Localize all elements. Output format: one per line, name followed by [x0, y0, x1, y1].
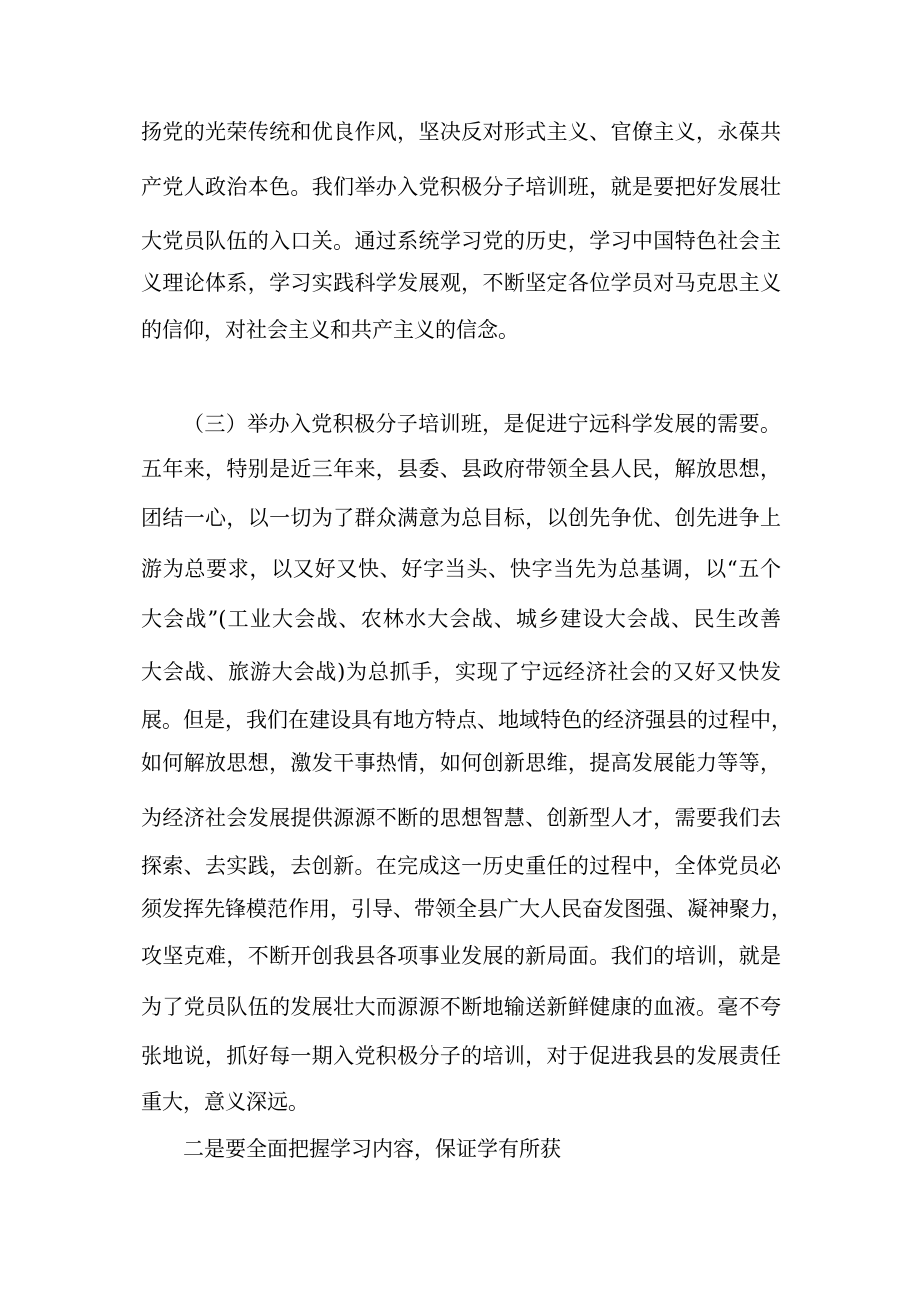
paragraph-line: 重大，意义深远。 [141, 1090, 309, 1114]
section-heading: 二是要全面把握学习内容，保证学有所获 [183, 1137, 561, 1161]
paragraph-line: 的信仰，对社会主义和共产主义的信念。 [141, 318, 519, 342]
paragraph-line: 攻坚克难，不断开创我县各项事业发展的新局面。我们的培训，就是 [141, 944, 781, 968]
paragraph-line: 产党人政治本色。我们举办入党积极分子培训班，就是要把好发展壮 [141, 175, 781, 199]
paragraph-line: 五年来，特别是近三年来，县委、县政府带领全县人民，解放思想， [141, 457, 781, 481]
paragraph-line: 大会战”(工业大会战、农林水大会战、城乡建设大会战、民生改善 [141, 607, 781, 631]
paragraph-line: 须发挥先锋模范作用，引导、带领全县广大人民奋发图强、凝神聚力， [141, 897, 792, 921]
paragraph-line: 探索、去实践，去创新。在完成这一历史重任的过程中，全体党员必 [141, 854, 781, 878]
paragraph-line: 义理论体系，学习实践科学发展观，不断坚定各位学员对马克思主义 [141, 271, 781, 295]
paragraph-line: 张地说，抓好每一期入党积极分子的培训，对于促进我县的发展责任 [141, 1044, 781, 1068]
paragraph-line: 展。但是，我们在建设具有地方特点、地域特色的经济强县的过程中， [141, 708, 792, 732]
paragraph-line: 游为总要求，以又好又快、好字当头、快字当先为总基调，以“五个 [141, 557, 781, 581]
paragraph-line: 扬党的光荣传统和优良作风，坚决反对形式主义、官僚主义，永葆共 [141, 120, 781, 144]
paragraph-line: 为经济社会发展提供源源不断的思想智慧、创新型人才，需要我们去 [141, 806, 781, 830]
paragraph-line: 大党员队伍的入口关。通过系统学习党的历史，学习中国特色社会主 [141, 229, 781, 253]
paragraph-line: 团结一心，以一切为了群众满意为总目标，以创先争优、创先进争上 [141, 506, 781, 530]
paragraph-line: 大会战、旅游大会战)为总抓手，实现了宁远经济社会的又好又快发 [141, 660, 781, 684]
paragraph-line: （三）举办入党积极分子培训班，是促进宁远科学发展的需要。 [183, 412, 781, 436]
paragraph-line: 为了党员队伍的发展壮大而源源不断地输送新鲜健康的血液。毫不夸 [141, 995, 781, 1019]
paragraph-line: 如何解放思想，激发干事热情，如何创新思维，提高发展能力等等， [141, 751, 781, 775]
